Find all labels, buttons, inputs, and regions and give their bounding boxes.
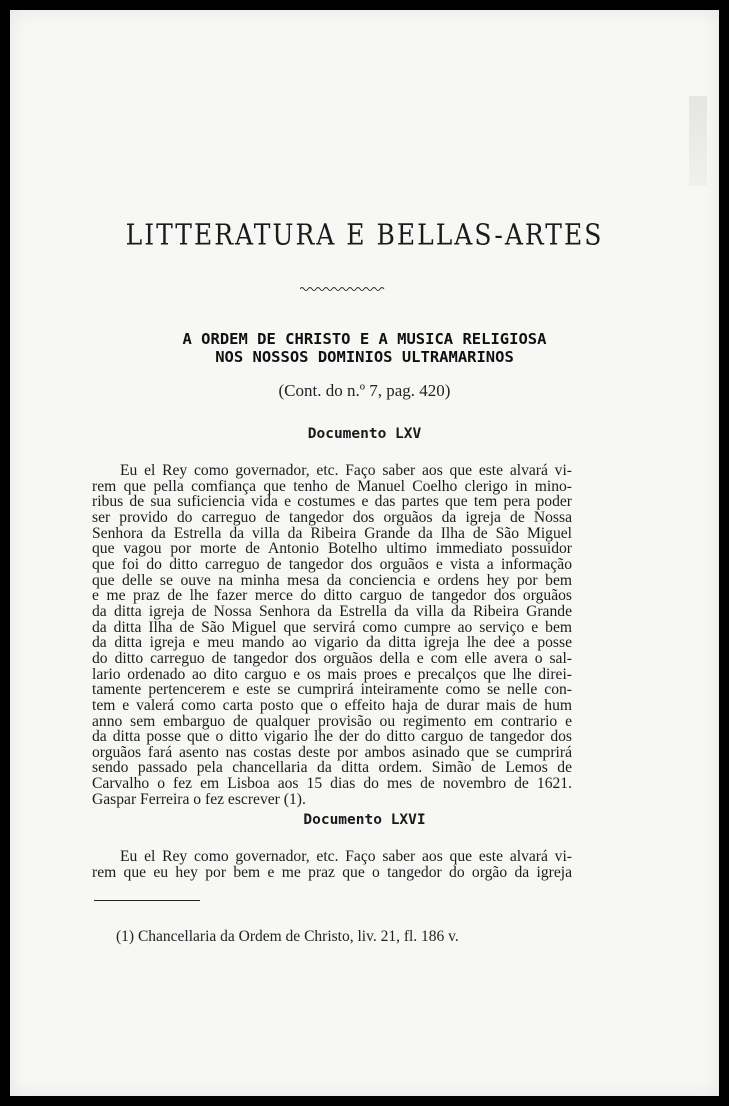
text-line: da ditta igreja de Nossa Senhora da Estrella da villa da Ribeira Grande bbox=[92, 602, 572, 620]
text-line: lario ordenado ao dito carguo e os mais proes e precalços que lhe direi- bbox=[92, 665, 572, 683]
text-line: Carvalho o fez em Lisboa aos 15 dias do mes de novembro de 1621. bbox=[92, 775, 572, 793]
text-line: que vagou por morte de Antonio Botelho ultimo immediato possuidor bbox=[92, 540, 572, 558]
document-body-lxv bbox=[92, 463, 572, 807]
scan-border-left bbox=[0, 0, 10, 1106]
text-line: Senhora da Estrella da villa da Ribeira Grande da Ilha de São Miguel bbox=[92, 524, 572, 542]
text-line: tamente pertencerem e este se cumprirá inteiramente como se nelle con- bbox=[92, 681, 572, 699]
section-title: LITTERATURA E BELLAS-ARTES bbox=[125, 217, 604, 252]
text-line: do ditto carreguo de tangedor dos orguãos della e com elle avera o sal- bbox=[92, 649, 572, 667]
text-line: rem que pella comfiança que tenho de Manuel Coelho clerigo in mino- bbox=[92, 477, 572, 495]
text-line: tem e valerá como carta posto que o effeito haja de durar mais de hum bbox=[92, 696, 572, 714]
text-line: que foi do ditto carreguo de tangedor dos orguãos e vista a informação bbox=[92, 555, 572, 573]
bleed-through-mark bbox=[689, 96, 707, 186]
text-line: rem que eu hey por bem e me praz que o tangedor do orgão da igreja bbox=[92, 863, 572, 881]
document-heading-lxvi: Documento LXVI bbox=[303, 812, 426, 828]
text-line: e me praz de lhe fazer merce do ditto carguo de tangedor dos orguãos bbox=[92, 587, 572, 605]
continuation-note: (Cont. do n.º 7, pag. 420) bbox=[278, 381, 451, 400]
text-line: anno sem embarguo de qualquer provisão ou regimento em contrario e bbox=[92, 712, 572, 730]
text-line: Gaspar Ferreira o fez escrever (1). bbox=[92, 790, 306, 808]
text-line: da ditta Ilha de São Miguel que servirá como cumpre ao serviço e bem bbox=[92, 618, 572, 636]
wavy-divider bbox=[300, 285, 385, 293]
article-title-line-2: NOS NOSSOS DOMINIOS ULTRAMARINOS bbox=[215, 348, 514, 366]
footnote-rule bbox=[94, 900, 200, 901]
text-line: da ditta igreja e meu mando ao vigario da ditta igreja lhe dee a posse bbox=[92, 634, 572, 652]
text-line: ribus de sua suficiencia vida e costumes e das partes que tem pera poder bbox=[92, 493, 572, 511]
text-line: Eu el Rey como governador, etc. Faço saber aos que este alvará vi- bbox=[120, 848, 572, 865]
text-line: ser provido do carreguo de tangedor dos orguãos da igreja de Nossa bbox=[92, 508, 572, 526]
footnote: (1) Chancellaria da Ordem de Christo, liv. 21, fl. 186 v. bbox=[116, 928, 459, 945]
text-line: que delle se ouve na minha mesa da conciencia e ordens hey por bem bbox=[92, 571, 572, 589]
text-line: da ditta posse que o ditto vigario lhe der do ditto carguo de tangedor dos bbox=[92, 728, 572, 746]
text-line: Eu el Rey como governador, etc. Faço saber aos que este alvará vi- bbox=[120, 462, 572, 479]
scan-border-right bbox=[719, 0, 729, 1106]
document-heading-lxv: Documento LXV bbox=[307, 426, 422, 442]
article-title bbox=[0, 330, 729, 366]
article-title-line-1: A ORDEM DE CHRISTO E A MUSICA RELIGIOSA bbox=[182, 330, 547, 348]
text-line: sendo passado pela chancellaria da ditta ordem. Simão de Lemos de bbox=[92, 759, 572, 777]
text-line: orguãos fará asento nas costas deste por ambos asinado que se cumprirá bbox=[92, 743, 572, 761]
scan-border-top bbox=[0, 0, 729, 10]
document-body-lxvi bbox=[92, 849, 572, 880]
scan-border-bottom bbox=[0, 1096, 729, 1106]
